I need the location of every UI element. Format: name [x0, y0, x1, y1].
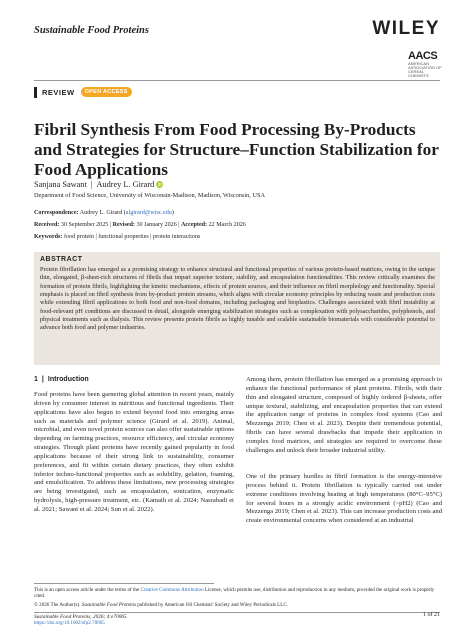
abstract-body: Protein fibrillation has emerged as a promising strategy to enhance structural and functional properties of various protein-based matrices, owing to the unique thin, elongated, β-sheet-rich structures of fibrils that impart superior texture, stability, and encapsulation functionalities. This review critically examines the formation of protein fibrils, highlighting the kinetic mechanisms, effects of protein sources, and their influence on fibril morphology and functionality. Special emphasis is placed on fibril synthesis from by-product protein streams, which aligns with circular economy principles by reducing waste and production costs while extending fibril applications to both food and non-food domains, including packaging and bioplastics. Challenges associated with fibril instability at food-relevant pH conditions are discussed in detail, alongside emerging stabilization strategies such as complexation with polysaccharides, polyphenols, and physical treatments such as dialysis. This review presents protein fibrils as highly tunable and scalable sustainable biomaterials with considerable potential to advance both food and polymer industries. — [40, 266, 435, 332]
license-suffix: License, which permits use, distribution and reproduction in any medium, provided the original work is properly cited. — [34, 587, 435, 600]
license-note — [34, 587, 439, 600]
open-access-badge[interactable]: OPEN ACCESS — [81, 87, 132, 97]
society-logo-text: AACS — [408, 50, 438, 62]
article-type-row — [34, 86, 132, 98]
society-logo-subtext: AMERICAN ASSOCIATION OF CEREAL CHEMISTS — [408, 61, 442, 78]
accepted-date: 22 March 2026 — [208, 222, 246, 228]
body-paragraph: Food proteins have been garnering global attention in recent years, mainly driven by consumer interest in nutritious and functional ingredients. Their applications have also begun to extend beyond food into emerging areas such as materials and polymer science (Girard et al. 2019). Animal, microbial, and even novel protein sources can also offer sustainable options depending on farming practices, resource efficiency, and circular economy strategies. Though plant proteins have recently gained popularity in food applications because of their strong link to sustainability, consumer preferences, and fit within certain dietary practices, they often exhibit inferior techno-functional properties such as solubility, gelation, foaming, and emulsification. To address these limitations, new processing strategies are being investigated, such as encapsulation, sonication, enzymatic hydrolysis, high-pressure treatment, etc. (Kamath et al. 2024; Nasrabadi et al. 2021; Sawant et al. 2024; Sun et al. 2022). — [34, 391, 234, 513]
article-type-label: REVIEW — [42, 87, 75, 97]
footer-citation: Sustainable Food Proteins, 2026; 4:e70065 — [34, 614, 127, 620]
author-name[interactable]: Sanjana Sawant — [34, 180, 87, 189]
keywords — [34, 234, 200, 240]
correspondence — [34, 210, 174, 216]
copyright-journal: Sustainable Food Proteins — [81, 602, 136, 608]
revised-label: Revised: — [112, 222, 135, 228]
section-title: Introduction — [47, 376, 89, 383]
author-list — [34, 180, 163, 189]
keywords-label: Keywords: — [34, 234, 63, 240]
correspondence-close: ) — [171, 210, 174, 216]
copyright-note — [34, 602, 439, 608]
correspondence-label: Correspondence: — [34, 210, 79, 216]
abstract-heading: ABSTRACT — [40, 256, 83, 263]
received-date: 30 September 2025 — [60, 222, 109, 228]
keywords-list: food protein | functional properties | protein interactions — [63, 234, 201, 240]
author-separator: | — [90, 180, 93, 189]
received-label: Received: — [34, 222, 60, 228]
revised-date: 30 January 2026 — [136, 222, 177, 228]
header-divider — [34, 80, 440, 81]
license-link[interactable]: Creative Commons Attribution — [140, 587, 204, 593]
page-number: 1 of 21 — [423, 612, 440, 618]
copyright-suffix: published by American Oil Chemists' Society and Wiley Periodicals LLC. — [135, 602, 289, 608]
correspondence-email-link[interactable]: algirard@wisc.edu — [125, 210, 172, 216]
author-name[interactable]: Audrey L. Girard — [96, 180, 155, 189]
accepted-label: Accepted: — [181, 222, 208, 228]
license-prefix: This is an open access article under the terms of the — [34, 587, 141, 593]
body-paragraph: Among them, protein fibrillation has emerged as a promising approach to enhance the functional performance of plant proteins. Fibrils, with their thin and elongated structure, composed of highly ordered β-sheets, offer unique textural, stabilizing, and encapsulation properties that can extend the application range of proteins in complex food systems (Cao and Mezzenga 2019; Chen et al. 2023). Despite their tremendous potential, fibrils can have several drawbacks that impede their application in complex food matrices, and strategies are required to overcome these challenges and unlock their broader industrial utility. — [246, 376, 442, 454]
body-paragraph: One of the primary hurdles in fibril formation is the energy-intensive process behind it. Protein fibrillation is typically carried out under extreme conditions involving heating at high temperatures (80°C–95°C) for several hours in a strongly acidic environment (~pH2) (Cao and Mezzenga 2019; Chen et al. 2023). This can increase production costs and create environmental concerns when considered at an industrial — [246, 473, 442, 525]
publisher-logo: WILEY — [372, 18, 440, 39]
article-type-marker — [34, 87, 37, 98]
orcid-icon[interactable]: iD — [157, 182, 162, 187]
footnote-divider — [34, 583, 214, 584]
correspondence-name: Audrey L. Girard ( — [79, 210, 126, 216]
section-number: 1 — [34, 376, 38, 383]
footer-divider — [34, 612, 440, 613]
journal-name: Sustainable Food Proteins — [34, 25, 149, 36]
section-separator: | — [41, 376, 44, 383]
article-dates: Received: 30 September 2025 | Revised: 30 January 2026 | Accepted: 22 March 2026 — [34, 222, 246, 228]
society-logo — [408, 50, 442, 78]
article-title: Fibril Synthesis From Food Processing By-Products and Strategies for Structure–Function Stabilization for Food Applications — [34, 120, 439, 179]
affiliation: Department of Food Science, University of Wisconsin-Madison, Madison, Wisconsin, USA — [34, 192, 265, 199]
section-heading-introduction — [34, 376, 89, 383]
copyright-prefix: © 2026 The Author(s). — [34, 602, 82, 608]
doi-link[interactable]: https://doi.org/10.1002/sfp2.70065 — [34, 620, 105, 626]
